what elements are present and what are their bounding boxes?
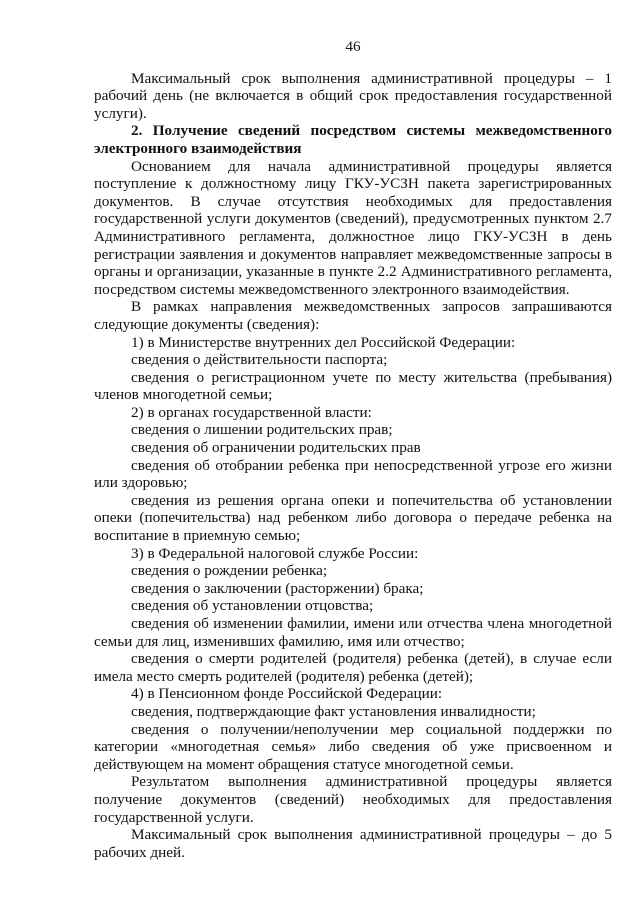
paragraph: 4) в Пенсионном фонде Российской Федерации:: [131, 685, 443, 703]
paragraph: сведения об установлении отцовства;: [131, 597, 374, 615]
paragraph: сведения о рождении ребенка;: [131, 562, 328, 580]
paragraph: сведения об отобрании ребенка при непосредственной угрозе его жизни или здоровью;: [94, 456, 612, 492]
paragraph: Результатом выполнения административной процедуры является получение документов (сведений) необходимых для предоставления государственной услуги.: [94, 773, 612, 826]
paragraph: сведения об изменении фамилии, имени или отчества члена многодетной семьи для лиц, изменивших фамилию, имя или отчество;: [94, 615, 612, 650]
paragraph: сведения о действительности паспорта;: [131, 351, 388, 369]
paragraph: сведения об ограничении родительских прав: [131, 439, 421, 457]
document-body: [94, 70, 612, 862]
paragraph: сведения о заключении (расторжении) брака;: [131, 579, 424, 597]
paragraph: сведения, подтверждающие факт установления инвалидности;: [131, 702, 536, 720]
paragraph: сведения о регистрационном учете по месту жительства (пребывания) членов многодетной семьи;: [94, 368, 612, 404]
document-page: [94, 38, 612, 861]
paragraph: сведения из решения органа опеки и попечительства об установлении опеки (попечительства) над ребенком либо договора о передаче ребенка на воспитание в приемную семью;: [94, 491, 612, 545]
paragraph: 3) в Федеральной налоговой службе России:: [131, 544, 419, 562]
paragraph: сведения о лишении родительских прав;: [131, 421, 393, 439]
paragraph: Максимальный срок выполнения административной процедуры – 1 рабочий день (не включается в общий срок предоставления государственной услуги).: [94, 69, 612, 122]
paragraph: Основанием для начала административной процедуры является поступление к должностному лицу ГКУ-УСЗН пакета зарегистрированных документов. В случае отсутствия необходимых для предоставления государственной услуги документов (сведений), предусмотренных пунктом 2.7 Административного регламента, должностное лицо ГКУ-УСЗН в день регистрации заявления и документов направляет межведомственные запросы в органы и организации, указанные в пункте 2.2 Административного регламента, посредством системы межведомственного электронного взаимодействия.: [94, 157, 612, 298]
section-heading: 2. Получение сведений посредством системы межведомственного электронного взаимодействия: [94, 122, 612, 157]
paragraph: 1) в Министерстве внутренних дел Российской Федерации:: [131, 333, 516, 351]
paragraph: 2) в органах государственной власти:: [131, 403, 372, 421]
paragraph: сведения о смерти родителей (родителя) ребенка (детей), в случае если имела место смерть родителей (родителя) ребенка (детей);: [94, 650, 612, 685]
paragraph: Максимальный срок выполнения административной процедуры – до 5 рабочих дней.: [94, 826, 612, 861]
paragraph: В рамках направления межведомственных запросов запрашиваются следующие документы (сведения):: [94, 298, 612, 333]
paragraph: сведения о получении/неполучении мер социальной поддержки по категории «многодетная семья» либо сведения об уже присвоенном и действующем на момент обращения статусе многодетной семьи.: [94, 720, 612, 773]
page-number: 46: [345, 38, 361, 55]
